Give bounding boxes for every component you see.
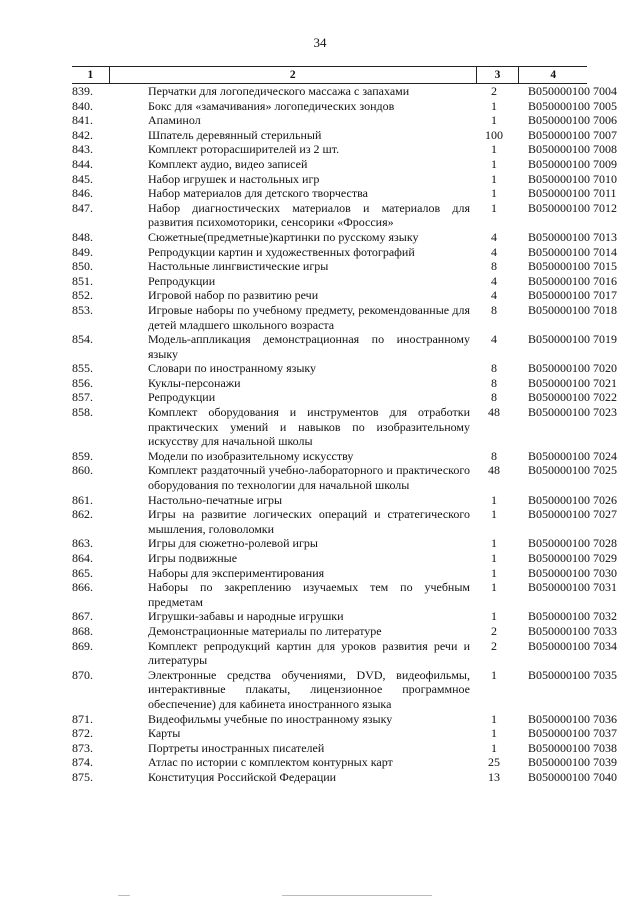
row-item-name: Игры на развитие логических операций и стратегического мышления, головоломки <box>148 507 470 536</box>
row-item-name: Игры для сюжетно-ролевой игры <box>148 536 318 551</box>
table-row <box>72 755 618 770</box>
table-row <box>72 769 618 785</box>
row-item-name: Куклы-персонажи <box>148 375 241 390</box>
row-code: B050000100 7034 <box>528 638 618 653</box>
row-item-name: Атлас по истории с комплектом контурных карт <box>148 755 393 770</box>
row-code: B050000100 7020 <box>528 361 618 376</box>
row-item-name: Комплект аудио, видео записей <box>148 156 308 171</box>
row-item-name: Комплект роторасширителей из 2 шт. <box>148 142 340 157</box>
table-row <box>72 273 618 289</box>
table-row <box>72 186 617 201</box>
row-quantity: 1 <box>491 565 497 580</box>
row-number: 853. <box>72 302 93 317</box>
row-quantity: 1 <box>491 551 497 565</box>
row-number: 851. <box>72 273 93 288</box>
table-row <box>72 740 618 756</box>
row-code: B050000100 7023 <box>528 405 618 420</box>
row-code: B050000100 7013 <box>528 229 618 244</box>
row-code: B050000100 7032 <box>528 609 618 624</box>
row-number: 862. <box>72 507 93 522</box>
scan-mark <box>118 895 130 896</box>
row-number: 854. <box>72 332 93 347</box>
row-item-name: Набор диагностических материалов и материалов для развития психомоторики, сенсорики «Фроссия» <box>148 200 470 230</box>
row-number: 839. <box>72 84 93 98</box>
table-body <box>72 84 618 785</box>
table-header <box>72 66 587 84</box>
table-row <box>72 244 618 260</box>
column-header-quantity: 3 <box>477 67 520 83</box>
row-number: 843. <box>72 142 93 157</box>
scan-mark <box>282 895 432 896</box>
row-item-name: Игровые наборы по учебному предмету, рекомендованные для детей младшего школьного возраста <box>148 302 470 332</box>
row-code: B050000100 7005 <box>528 98 618 113</box>
row-quantity: 1 <box>491 667 497 682</box>
row-number: 841. <box>72 113 93 128</box>
row-number: 845. <box>72 171 93 186</box>
row-item-name: Настольно-печатные игры <box>148 492 283 507</box>
row-quantity: 1 <box>491 142 497 157</box>
table-row <box>72 98 618 114</box>
row-number: 860. <box>72 463 93 478</box>
row-quantity: 4 <box>491 244 497 259</box>
row-quantity: 1 <box>491 609 497 624</box>
row-code: B050000100 7030 <box>528 565 618 580</box>
row-code: B050000100 7040 <box>528 769 618 784</box>
row-number: 871. <box>72 711 93 726</box>
row-number: 872. <box>72 726 93 741</box>
row-item-name: Набор материалов для детского творчества <box>148 186 368 201</box>
row-quantity: 4 <box>491 273 497 288</box>
row-quantity: 1 <box>491 711 497 726</box>
row-number: 864. <box>72 551 93 565</box>
table-row <box>72 405 618 449</box>
row-code: B050000100 7033 <box>528 623 618 638</box>
table-row <box>72 536 618 551</box>
row-item-name: Комплект оборудования и инструментов для отработки практических умений и навыков по изобразительному искусству для начальной школы <box>148 405 470 449</box>
row-quantity: 1 <box>491 98 497 113</box>
row-quantity: 1 <box>491 113 497 128</box>
table-row <box>72 623 618 639</box>
row-quantity: 1 <box>491 492 497 507</box>
row-number: 844. <box>72 156 93 171</box>
row-quantity: 1 <box>491 156 497 171</box>
table-row <box>72 332 618 361</box>
row-number: 873. <box>72 740 93 755</box>
row-quantity: 2 <box>491 623 497 638</box>
row-code: B050000100 7027 <box>528 507 618 522</box>
table-row <box>72 726 618 741</box>
row-item-name: Модель-аппликация демонстрационная по иностранному языку <box>148 332 470 361</box>
row-quantity: 8 <box>491 259 497 274</box>
row-number: 859. <box>72 448 93 463</box>
row-code: B050000100 7009 <box>528 156 618 171</box>
table-row <box>72 448 618 464</box>
table-row <box>72 302 618 332</box>
table-row <box>72 609 618 624</box>
table-row <box>72 288 618 303</box>
row-number: 866. <box>72 580 93 595</box>
table-row <box>72 638 618 668</box>
row-number: 842. <box>72 127 93 142</box>
row-quantity: 8 <box>491 448 497 463</box>
row-number: 857. <box>72 390 93 405</box>
row-code: B050000100 7021 <box>528 375 618 390</box>
table-row <box>72 229 618 245</box>
row-code: B050000100 7037 <box>528 726 618 741</box>
row-code: B050000100 7006 <box>528 113 618 128</box>
row-item-name: Портреты иностранных писателей <box>148 740 325 755</box>
row-quantity: 1 <box>491 171 497 186</box>
row-quantity: 1 <box>491 740 497 755</box>
row-quantity: 4 <box>491 288 497 303</box>
row-quantity: 8 <box>491 390 497 405</box>
row-quantity: 25 <box>488 755 500 770</box>
row-item-name: Сюжетные(предметные)картинки по русскому языку <box>148 229 419 244</box>
page-number: 34 <box>313 35 327 50</box>
row-code: B050000100 7025 <box>528 463 618 478</box>
row-quantity: 2 <box>491 638 497 653</box>
row-item-name: Настольные лингвистические игры <box>148 259 329 274</box>
row-code: B050000100 7038 <box>528 740 618 755</box>
row-quantity: 1 <box>491 580 497 595</box>
row-number: 840. <box>72 98 93 113</box>
column-header-name: 2 <box>110 67 477 83</box>
row-code: B050000100 7019 <box>528 332 618 347</box>
row-number: 855. <box>72 361 93 376</box>
row-code: B050000100 7014 <box>528 244 618 259</box>
row-number: 861. <box>72 492 93 507</box>
row-code: B050000100 7008 <box>528 142 618 157</box>
row-code: B050000100 7028 <box>528 536 618 551</box>
row-number: 858. <box>72 405 93 420</box>
row-number: 849. <box>72 244 93 259</box>
table-row <box>72 580 618 609</box>
row-code: B050000100 7031 <box>528 580 618 595</box>
row-number: 847. <box>72 200 93 215</box>
row-code: B050000100 7017 <box>528 288 618 303</box>
row-item-name: Репродукции картин и художественных фотографий <box>148 244 415 259</box>
row-code: B050000100 7039 <box>528 755 618 770</box>
row-quantity: 8 <box>491 302 497 317</box>
row-item-name: Игрушки-забавы и народные игрушки <box>148 609 344 624</box>
row-code: B050000100 7022 <box>528 390 618 405</box>
equipment-table <box>72 66 618 785</box>
row-quantity: 1 <box>491 536 497 551</box>
row-item-name: Игровой набор по развитию речи <box>148 288 319 303</box>
row-code: B050000100 7015 <box>528 259 618 274</box>
row-item-name: Электронные средства обучениями, DVD, видеофильмы, интерактивные плакаты, лицензионное программное обеспечение) для кабинета иностранного языка <box>148 667 470 711</box>
row-item-name: Репродукции <box>148 390 216 405</box>
row-code: B050000100 7035 <box>528 667 618 682</box>
row-item-name: Демонстрационные материалы по литературе <box>148 623 382 638</box>
row-code: B050000100 7012 <box>528 200 618 215</box>
row-code: B050000100 7029 <box>528 551 618 565</box>
row-item-name: Комплект раздаточный учебно-лабораторного и практического оборудования по технологии для начальной школы <box>148 463 470 493</box>
row-item-name: Репродукции <box>148 273 216 288</box>
table-row <box>72 361 618 376</box>
row-code: B050000100 7016 <box>528 273 618 288</box>
row-item-name: Набор игрушек и настольных игр <box>148 171 320 186</box>
row-quantity: 48 <box>488 463 500 478</box>
table-row <box>72 507 618 536</box>
row-quantity: 1 <box>491 507 497 522</box>
row-code: B050000100 7011 <box>528 186 617 201</box>
row-code: B050000100 7026 <box>528 492 618 507</box>
row-quantity: 1 <box>491 726 497 741</box>
column-header-code: 4 <box>550 69 557 81</box>
row-item-name: Комплект репродукций картин для уроков развития речи и литературы <box>148 638 470 668</box>
table-row <box>72 375 618 391</box>
row-quantity: 1 <box>491 186 497 201</box>
row-quantity: 13 <box>488 769 500 784</box>
row-number: 850. <box>72 259 93 274</box>
row-number: 846. <box>72 186 93 201</box>
row-number: 868. <box>72 623 93 638</box>
row-quantity: 8 <box>491 375 497 390</box>
table-row <box>72 200 618 230</box>
row-number: 874. <box>72 755 93 770</box>
table-row <box>72 463 618 493</box>
table-row <box>72 390 618 405</box>
row-item-name: Конституция Российской Федерации <box>148 769 337 784</box>
row-code: B050000100 7036 <box>528 711 618 726</box>
row-item-name: Наборы по закреплению изучаемых тем по учебным предметам <box>148 580 470 609</box>
row-number: 869. <box>72 638 93 653</box>
row-quantity: 48 <box>488 405 500 420</box>
row-quantity: 8 <box>491 361 497 376</box>
table-row <box>72 113 618 128</box>
row-code: B050000100 7024 <box>528 448 618 463</box>
row-code: B050000100 7018 <box>528 302 618 317</box>
row-quantity: 4 <box>491 229 497 244</box>
table-row <box>72 551 618 566</box>
row-quantity: 2 <box>491 84 497 98</box>
row-item-name: Словари по иностранному языку <box>148 361 317 376</box>
table-row <box>72 142 618 157</box>
table-row <box>72 711 618 727</box>
table-row <box>72 565 618 581</box>
row-quantity: 4 <box>491 332 497 347</box>
row-item-name: Карты <box>148 726 181 741</box>
row-number: 867. <box>72 609 93 624</box>
table-row <box>72 492 618 508</box>
row-item-name: Бокс для «замачивания» логопедических зондов <box>148 98 395 113</box>
table-row <box>72 667 618 712</box>
table-row <box>72 259 618 274</box>
row-quantity: 100 <box>485 127 503 142</box>
row-item-name: Перчатки для логопедического массажа с запахами <box>148 84 410 98</box>
table-row <box>72 127 618 143</box>
column-header-number: 1 <box>72 67 110 83</box>
row-number: 863. <box>72 536 93 551</box>
row-number: 870. <box>72 667 93 682</box>
table-row <box>72 156 618 172</box>
row-code: B050000100 7010 <box>528 171 618 186</box>
row-item-name: Апаминол <box>148 113 201 128</box>
row-code: B050000100 7007 <box>528 127 618 142</box>
row-number: 875. <box>72 769 93 784</box>
row-quantity: 1 <box>491 200 497 215</box>
row-item-name: Модели по изобразительному искусству <box>148 448 354 463</box>
row-code: B050000100 7004 <box>528 84 618 98</box>
row-number: 865. <box>72 565 93 580</box>
row-item-name: Видеофильмы учебные по иностранному языку <box>148 711 393 726</box>
table-row <box>72 84 618 99</box>
row-item-name: Игры подвижные <box>148 551 238 565</box>
row-item-name: Шпатель деревянный стерильный <box>148 127 322 142</box>
row-number: 856. <box>72 375 93 390</box>
row-number: 848. <box>72 229 93 244</box>
row-item-name: Наборы для экспериментирования <box>148 565 325 580</box>
row-number: 852. <box>72 288 93 303</box>
table-row <box>72 171 618 187</box>
